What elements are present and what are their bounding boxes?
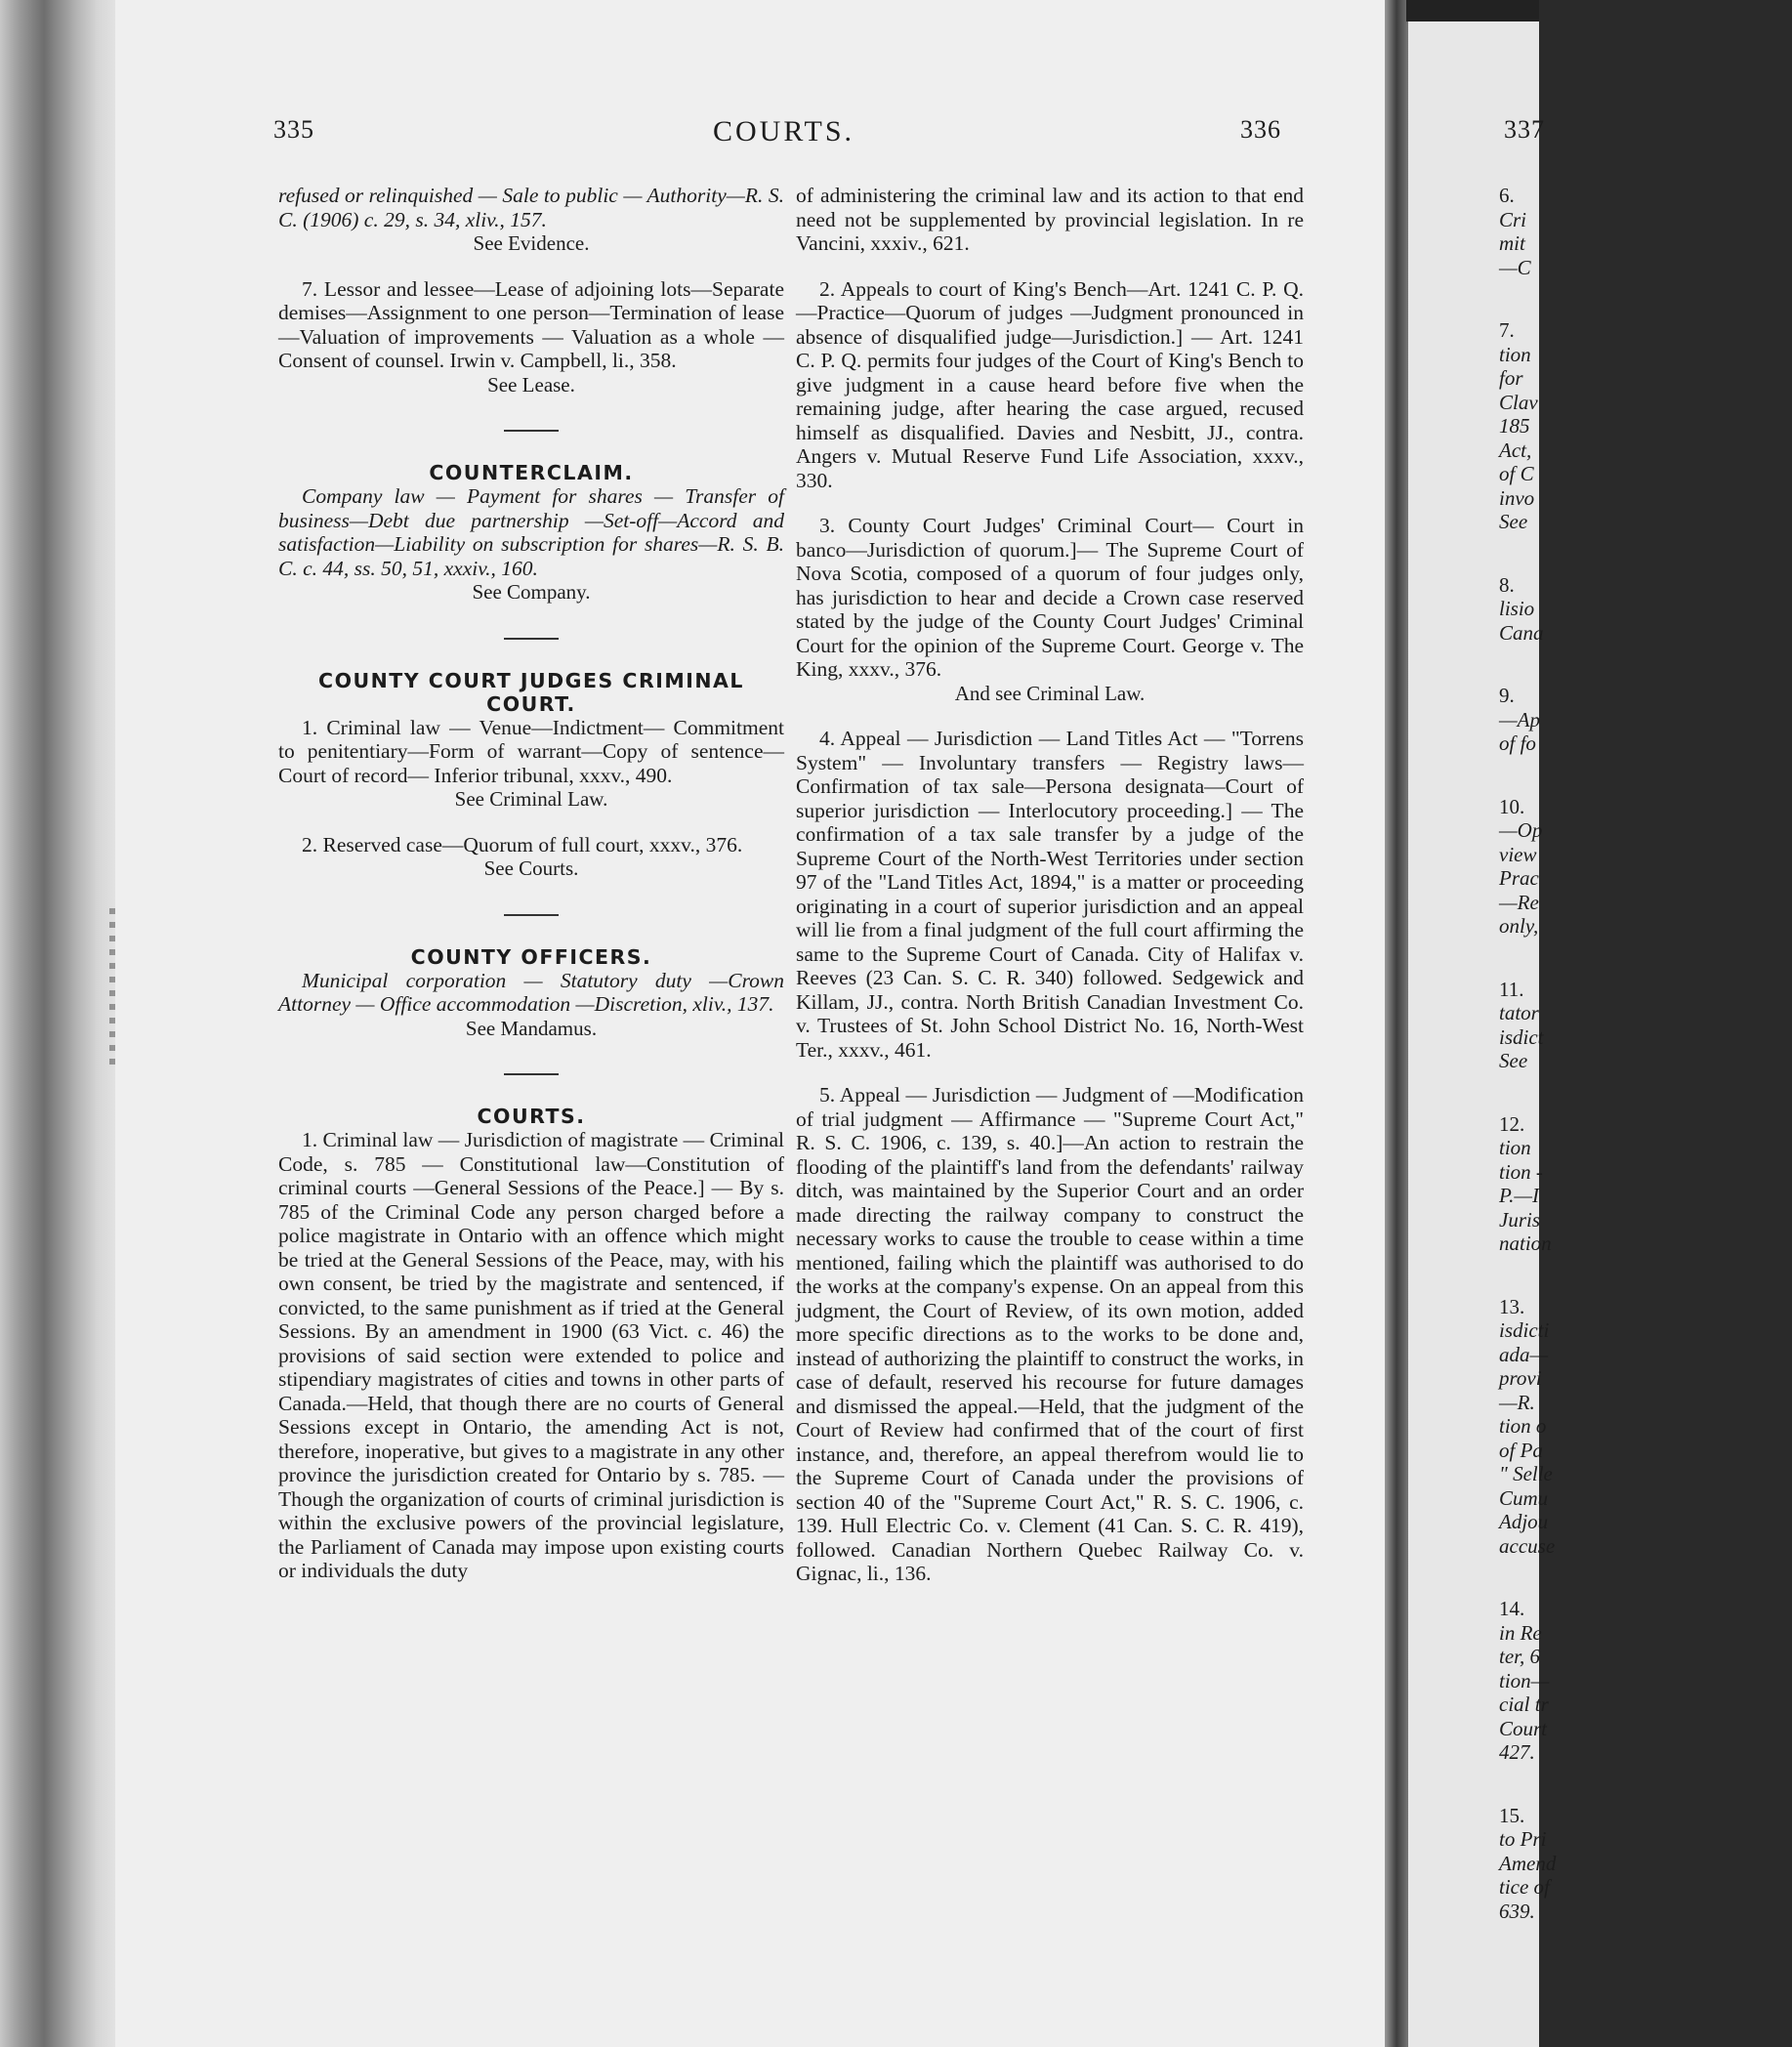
right-line-fragment: 7. [1499,318,1515,342]
right-line-fragment: provi [1499,1366,1542,1390]
right-line-fragment: for [1499,366,1523,390]
right-line-fragment: 185 [1499,414,1530,438]
section-heading-county-officers: COUNTY OFFICERS. [410,944,652,969]
right-line-fragment: only, [1499,914,1539,938]
right-entry-fragment [1499,795,1792,939]
right-entry-fragment [1499,1804,1792,1924]
right-line-fragment: —Re [1499,890,1539,914]
entry-appeals-kings-bench: 2. Appeals to court of King's Bench—Art. 1241 C. P. Q.—Practice—Quorum of judges —Judgment pronounced in absence of disqualified judge—Jurisdiction.] — Art. 1241 C. P. Q. permits four judges of the Court of King's Bench to give judgment in a cause heard before five when the remaining judge, after hearing the case argued, recused himself as disqualified. Davies and Nesbitt, JJ., contra. Angers v. Mutual Reserve Fund Life Association, xxxv., 330. [796,276,1304,492]
right-line-fragment: —Ap [1499,707,1540,731]
right-line-fragment: ter, 6 [1499,1645,1540,1668]
right-line-fragment: Adjou [1499,1510,1549,1533]
right-entry-fragment [1499,318,1792,534]
right-line-fragment: 11. [1499,977,1524,1001]
cross-reference: See Lease. [487,372,575,397]
right-entry-fragment [1499,184,1792,279]
left-column [278,184,784,1583]
right-line-fragment: accuse [1499,1533,1556,1558]
entry-criminal-law-venue: 1. Criminal law — Venue—Indictment— Commitment to penitentiary—Form of warrant—Copy of sentence—Court of record— Inferior tribunal, xxxv., 490. [278,715,784,787]
right-line-fragment: See [1499,510,1528,533]
right-line-fragment: —R. [1499,1390,1535,1414]
right-line-fragment: of C [1499,462,1534,485]
right-entry-fragment [1499,1295,1792,1559]
right-line-fragment: —C [1499,255,1531,279]
right-line-fragment: 8. [1499,572,1515,597]
right-line-fragment: 427. [1499,1740,1535,1764]
right-line-fragment: Cumu [1499,1485,1549,1510]
entry-lessor-lessee: 7. Lessor and lessee—Lease of adjoining lots—Separate demises—Assignment to one person—Termination of lease—Valuation of improvements — Valuation as a whole — Consent of counsel. Irwin v. Campbell, li., 358. [278,276,784,372]
section-heading-counterclaim: COUNTERCLAIM. [429,461,634,484]
entry-continued: of administering the criminal law and its action to that end need not be supplemented by provincial legislation. In re Vancini, xxxiv., 621. [796,184,1304,255]
right-line-fragment: tator [1499,1001,1539,1024]
right-line-fragment: P.—I [1499,1184,1540,1207]
entry-reserved-case: 2. Reserved case—Quorum of full court, xxxv., 376. [302,832,743,856]
right-line-fragment: invo [1499,485,1535,510]
book-gutter [1385,0,1408,2047]
right-line-fragment: tion o [1499,1414,1547,1438]
right-line-fragment: " Selle [1499,1462,1553,1485]
section-divider [504,1073,559,1075]
right-page-number: 336 [1240,115,1281,144]
right-line-fragment: tion [1499,342,1531,366]
right-line-fragment: nation [1499,1232,1552,1255]
entry-criminal-law-magistrate: 1. Criminal law — Jurisdiction of magistrate — Criminal Code, s. 785 — Constitutional law—Constitution of criminal courts —General Sessions of the Peace.] — By s. 785 of the Criminal Code any person charged before a police magistrate in Ontario with an offence which might be tried at the General Sessions of the Peace, may, with his own consent, be tried by the magistrate and sentenced, if convicted, to the same punishment as if tried at the General Sessions. By an amendment in 1900 (63 Vict. c. 46) the provisions of said section were extended to police and stipendiary magistrates of cities and towns in other parts of Canada.—Held, that though there are no courts of General Sessions except in Ontario, the amending Act is not, therefore, inoperative, but gives to a magistrate in any other province the jurisdiction created for Ontario by s. 785. — Though the organization of courts of criminal jurisdiction is within the exclusive powers of the provincial legislature, the Parliament of Canada may impose upon existing courts or individuals the duty [278,1128,784,1582]
cross-reference: See Courts. [483,856,579,880]
right-line-fragment: Cana [1499,620,1544,645]
right-line-fragment: lisio [1499,597,1535,620]
entry-municipal-corporation: Municipal corporation — Statutory duty —Crown Attorney — Office accommodation —Discretion, xliv., 137. [278,968,784,1016]
left-page-number: 335 [273,115,314,144]
right-line-fragment: —Op [1499,818,1543,842]
right-line-fragment: tion— [1499,1668,1550,1692]
middle-column [796,184,1304,1586]
entry-appeal-modification: 5. Appeal — Jurisdiction — Judgment of —Modification of trial judgment — Affirmance — "Supreme Court Act," R. S. C. 1906, c. 139, s. 40.]—An action to restrain the flooding of the plaintiff's land from the defendants' railway ditch, was maintained by the Superior Court and an order made directing the railway company to construct the necessary works to cause the trouble to cease within a time mentioned, failing which the plaintiff was authorised to do the works at the company's expense. On an appeal from this judgment, the Court of Review, of its own motion, added more specific directions as to the works to be done and, instead of authorizing the plaintiff to construct the works, in case of default, reserved his recourse for future damages and dismissed the appeal.—Held, that the judgment of the Court of Review had confirmed that of the court of first instance, and, therefore, an appeal therefrom would lie to the Supreme Court of Canada under the provisions of section 40 of the "Supreme Court Act," R. S. C. 1906, c. 139. Hull Electric Co. v. Clement (41 Can. S. C. R. 419), followed. Canadian Northern Quebec Railway Co. v. Gignac, li., 136. [796,1083,1304,1585]
right-line-fragment: See [1499,1049,1528,1072]
right-entry-fragment [1499,573,1792,646]
section-divider [504,638,559,640]
right-line-fragment: Court [1499,1716,1548,1740]
right-line-fragment: tice of [1499,1875,1550,1899]
right-column-fragment [1499,184,1792,1962]
book-spine-edge [0,0,117,2047]
right-entry-fragment [1499,1597,1792,1765]
right-entry-fragment [1499,684,1792,756]
right-line-fragment: cial tr [1499,1692,1549,1716]
right-line-fragment: Cri [1499,207,1527,231]
right-line-fragment: isdict [1499,1024,1544,1049]
right-line-fragment: tion - [1499,1159,1543,1184]
cross-reference: See Company. [472,580,591,604]
cross-reference: See Evidence. [473,231,590,255]
section-heading-county-court: COUNTY COURT JUDGES CRIMINAL COURT. [318,668,744,716]
right-line-fragment: isdicti [1499,1318,1550,1342]
right-line-fragment: of fo [1499,731,1536,755]
right-line-fragment: 13. [1499,1294,1525,1318]
right-entry-fragment [1499,978,1792,1073]
right-line-fragment: Act, [1499,438,1532,462]
right-line-fragment: 14. [1499,1597,1525,1620]
right-line-fragment: view [1499,842,1537,866]
section-heading-courts: COURTS. [477,1105,586,1128]
cross-reference: And see Criminal Law. [954,681,1146,705]
right-line-fragment: 9. [1499,684,1515,707]
right-line-fragment: 6. [1499,184,1515,207]
entry-county-court-judges: 3. County Court Judges' Criminal Court— Court in banco—Jurisdiction of quorum.]— The Supreme Court of Nova Scotia, composed of a quorum of four judges only, has jurisdiction to hear and decide a Crown case reserved stated by the judge of the County Court Judges' Criminal Court for the opinion of the Supreme Court. George v. The King, xxxv., 376. [796,514,1304,681]
entry-continued: refused or relinquished — Sale to public — Authority—R. S. C. (1906) c. 29, s. 34, xliv., 157. [278,184,784,231]
right-line-fragment: ada— [1499,1342,1549,1366]
entry-appeal-land-titles: 4. Appeal — Jurisdiction — Land Titles Act — "Torrens System" — Involuntary transfers — Registry laws—Confirmation of tax sale—Persona designata—Court of superior jurisdiction — Interlocutory proceeding.] — The confirmation of a tax sale transfer by a judge of the Supreme Court of the North-West Territories under section 97 of the "Land Titles Act, 1894," is a matter or proceeding originating in a court of superior jurisdiction and an appeal will lie from a final judgment of the full court affirming the same to the Supreme Court of Canada. City of Halifax v. Reeves (23 Can. S. C. R. 340) followed. Sedgewick and Killam, JJ., contra. North British Canadian Investment Co. v. Trustees of St. John School District No. 16, North-West Ter., xxxv., 461. [796,727,1304,1062]
right-line-fragment: mit [1499,231,1525,255]
cross-reference: See Mandamus. [465,1016,598,1040]
right-line-fragment: of Pa [1499,1438,1543,1462]
right-line-fragment: 10. [1499,794,1525,818]
cross-reference: See Criminal Law. [454,787,608,811]
right-line-fragment: 15. [1499,1803,1525,1827]
page-edge-shadow [1406,0,1539,21]
right-line-fragment: Clav [1499,390,1538,414]
right-line-fragment: in Re [1499,1620,1542,1645]
right-line-fragment: 12. [1499,1111,1525,1136]
right-entry-fragment [1499,1112,1792,1256]
right-line-fragment: tion [1499,1136,1531,1159]
right-line-fragment: Juris [1499,1207,1540,1232]
section-divider [504,430,559,432]
right-line-fragment: 639. [1499,1899,1535,1923]
section-divider [504,914,559,916]
right-line-fragment: Amend [1499,1851,1557,1875]
running-head: COURTS. [713,115,855,147]
right-line-fragment: Prac [1499,866,1539,890]
entry-company-law: Company law — Payment for shares — Transfer of business—Debt due partnership —Set-off—Accord and satisfaction—Liability on subscription for shares—R. S. B. C. c. 44, ss. 50, 51, xxxiv., 160. [278,484,784,580]
right-line-fragment: to Pri [1499,1827,1547,1851]
next-page-number: 337 [1504,115,1545,144]
